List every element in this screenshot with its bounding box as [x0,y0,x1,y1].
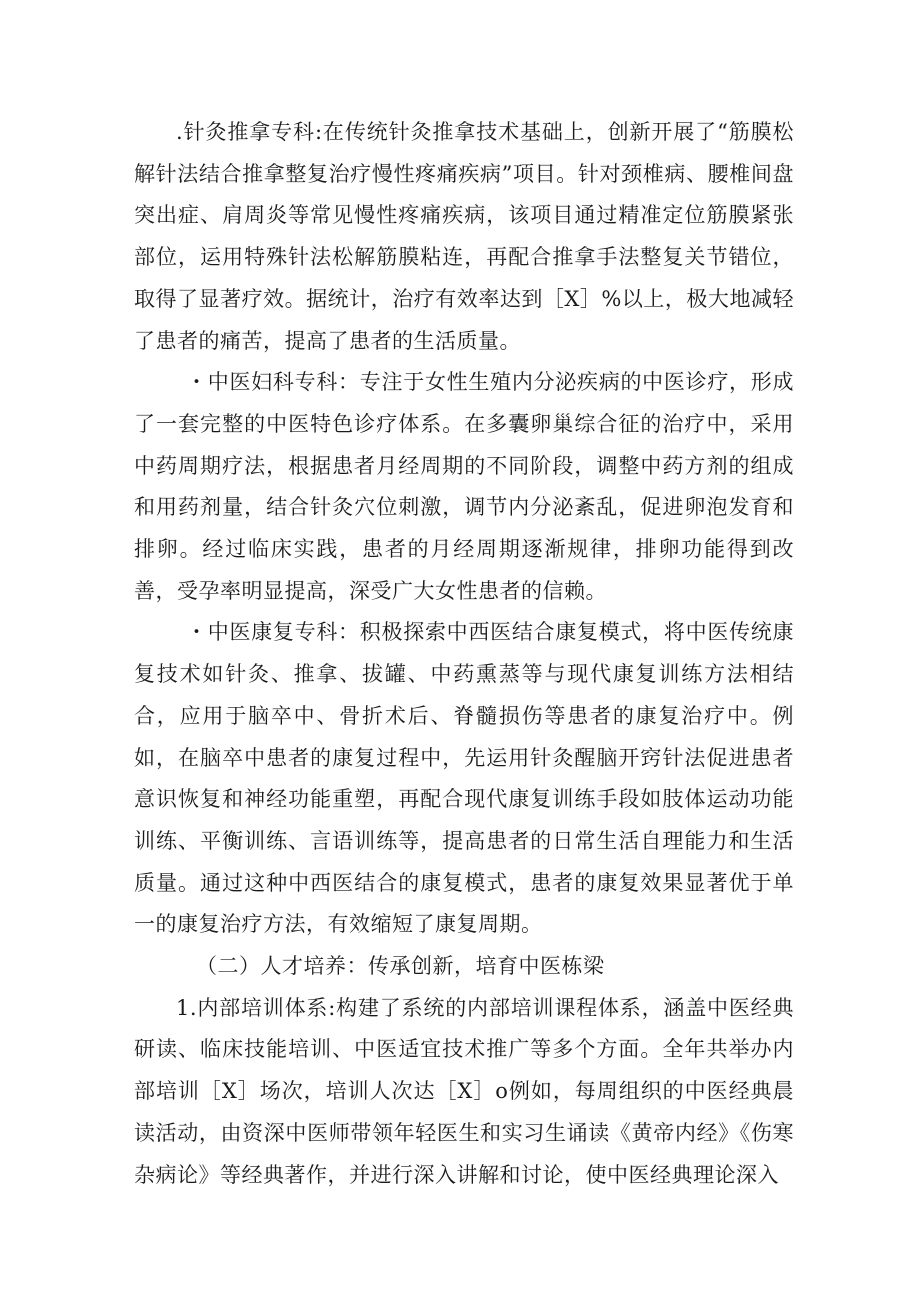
paragraph-text: 专注于女性生殖内分泌疾病的中医诊疗，形成了一套完整的中医特色诊疗体系。在多囊卵巢综合征的治疗中，采用中药周期疗法，根据患者月经周期的不同阶段，调整中药方剂的组成和用药剂量，结合针灸穴位刺激，调节内分泌紊乱，促进卵泡发育和排卵。经过临床实践，患者的月经周期逐渐规律，排卵功能得到改善，受孕率明显提高，深受广大女性患者的信赖。 [134,370,795,603]
paragraph-lead: ・中医妇科专科： [186,370,360,395]
paragraph-lead: ・中医康复专科： [186,620,360,645]
paragraph-lead: 1.内部培训体系: [176,995,336,1020]
paragraph-lead: .针灸推拿专科: [176,120,323,144]
paragraph-text: 构建了系统的内部培训课程体系，涵盖中医经典研读、临床技能培训、中医适宜技术推广等多个方面。全年共举办内部培训［X］场次，培训人次达［X］o例如，每周组织的中医经典晨读活动，由资深中医师带领年轻医生和实习生诵读《黄帝内经》《伤寒杂病论》等经典著作，并进行深入讲解和讨论，使中医经典理论深入 [134,995,794,1187]
section-heading: （二）人才培养：传承创新，培育中医栋梁 [196,954,605,979]
paragraph-internal-training [134,988,794,1197]
paragraph-text: 在传统针灸推拿技术基础上，创新开展了“筋膜松解针法结合推拿整复治疗慢性疼痛疾病”项目。针对颈椎病、腰椎间盘突出症、肩周炎等常见慢性疼痛疾病，该项目通过精准定位筋膜紧张部位，运用特殊针法松解筋膜粘连，再配合推拿手法整复关节错位，取得了显著疗效。据统计，治疗有效率达到［X］%以上，极大地减轻了患者的痛苦，提高了患者的生活质量。 [134,120,795,353]
paragraph-acupuncture-massage [134,112,794,362]
document-page [134,112,794,1196]
paragraph-gynecology [134,362,794,612]
paragraph-rehabilitation [134,612,794,946]
paragraph-text: 积极探索中西医结合康复模式，将中医传统康复技术如针灸、推拿、拔罐、中药熏蒸等与现代康复训练方法相结合，应用于脑卒中、骨折术后、脊髓损伤等患者的康复治疗中。例如，在脑卒中患者的康复过程中，先运用针灸醒脑开窍针法促进患者意识恢复和神经功能重塑，再配合现代康复训练手段如肢体运动功能训练、平衡训练、言语训练等，提高患者的日常生活自理能力和生活质量。通过这种中西医结合的康复模式，患者的康复效果显著优于单一的康复治疗方法，有效缩短了康复周期。 [134,620,795,937]
